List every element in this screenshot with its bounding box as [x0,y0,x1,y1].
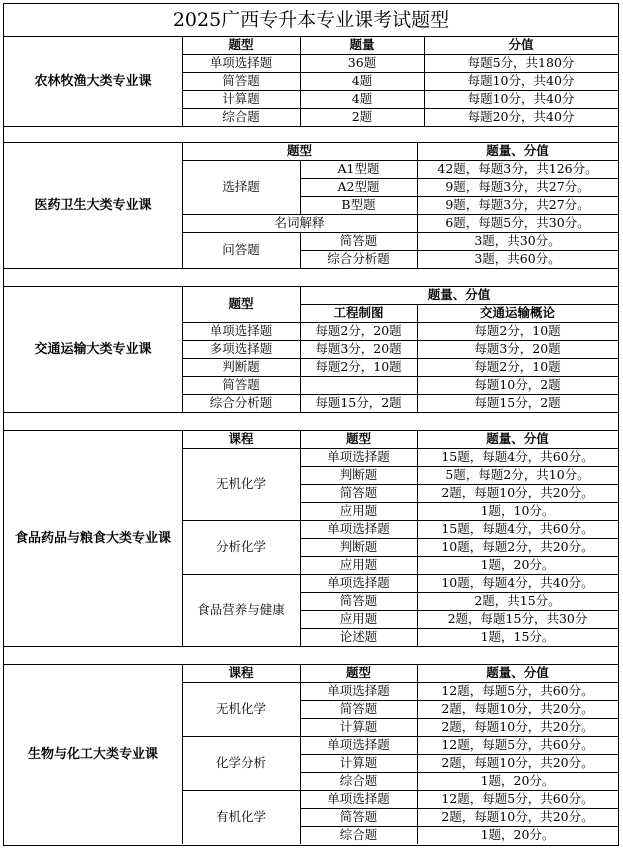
count-cell: 2题 [351,108,373,124]
score-cell: 9题，每题3分，共27分。 [445,196,590,212]
header-cell: 分值 [508,36,534,52]
course-name: 有机化学 [215,808,266,824]
header-cell: 题型 [345,430,371,446]
question-type-cell: 判断题 [339,538,378,554]
score-cell: 2题，共15分。 [474,592,561,608]
header-cell: 题型 [228,36,254,52]
score-cell: 每题10分，共40分 [467,72,575,88]
score-cell: 每题2分，10题 [315,358,402,374]
score-cell: 2题，每题10分，共20分。 [441,484,594,500]
question-type-cell: 应用题 [339,556,378,572]
score-cell: 12题，每题5分，共60分。 [441,736,594,752]
question-type-cell: 单项选择题 [327,574,390,590]
group-label: 问答题 [222,241,260,257]
header-cell: 工程制图 [333,304,384,320]
header-cell: 题量、分值 [486,142,549,158]
score-cell: 每题20分，共40分 [467,108,575,124]
question-type-cell: 名词解释 [274,214,325,230]
score-cell: 1题，20分。 [480,772,555,788]
question-type-cell: 论述题 [339,628,378,644]
course-name: 分析化学 [215,538,266,554]
score-cell: 每题3分，20题 [315,340,402,356]
question-type-cell: A1型题 [337,160,380,176]
header-cell: 题型 [228,295,254,311]
score-cell: 1题，10分。 [480,502,555,518]
header-cell: 题量、分值 [486,664,549,680]
score-cell: 每题15分，2题 [474,394,561,410]
page-title: 2025广西专升本专业课考试题型 [172,8,450,31]
header-cell: 题量、分值 [427,286,491,302]
score-cell: 10题，每题2分，共20分。 [441,538,594,554]
question-type-cell: 综合分析题 [327,250,390,266]
category-label: 医药卫生大类专业课 [34,197,152,213]
exam-type-table [3,3,619,846]
header-cell: 题量、分值 [486,430,549,446]
score-cell: 15题，每题4分，共60分。 [441,448,594,464]
question-type-cell: 单项选择题 [327,448,390,464]
header-cell: 课程 [228,430,254,446]
question-type-cell: 简答题 [339,700,378,716]
question-type-cell: 多项选择题 [209,340,273,356]
question-type-cell: 简答题 [222,72,260,88]
score-cell: 1题，15分。 [480,628,555,644]
grid-line [4,268,618,269]
score-cell: 每题10分，2题 [474,376,561,392]
score-cell: 1题，20分。 [480,826,555,842]
category-label: 交通运输大类专业课 [34,341,152,357]
question-type-cell: 单项选择题 [327,790,390,806]
count-cell: 4题 [351,72,373,88]
course-name: 无机化学 [215,475,266,491]
score-cell: 2题，每题15分，共30分 [447,610,588,626]
category-label: 食品药品与粮食大类专业课 [14,530,171,546]
score-cell: 每题10分，共40分 [467,90,575,106]
score-cell: 2题，每题10分，共20分。 [441,718,594,734]
question-type-cell: 单项选择题 [209,322,273,338]
header-cell: 题量 [349,36,375,52]
score-cell: 每题15分，2题 [315,394,402,410]
grid-line [4,646,618,647]
category-label: 生物与化工大类专业课 [27,746,158,762]
question-type-cell: 简答题 [339,232,378,248]
group-label: 选择题 [222,178,260,194]
score-cell: 10题，每题4分，共40分。 [441,574,594,590]
category-label: 农林牧渔大类专业课 [34,73,152,89]
question-type-cell: 简答题 [222,376,260,392]
score-cell: 15题，每题4分，共60分。 [441,520,594,536]
score-cell [300,376,417,394]
question-type-cell: 综合题 [339,826,378,842]
course-name: 化学分析 [215,754,266,770]
score-cell: 2题，每题10分，共20分。 [441,754,594,770]
grid-line [4,412,618,413]
count-cell: 4题 [351,90,373,106]
question-type-cell: 判断题 [222,358,260,374]
count-cell: 36题 [347,54,377,70]
score-cell: 2题，每题10分，共20分。 [441,808,594,824]
question-type-cell: 应用题 [339,610,378,626]
score-cell: 1题，20分。 [480,556,555,572]
course-name: 无机化学 [215,700,266,716]
question-type-cell: 简答题 [339,592,378,608]
question-type-cell: 单项选择题 [327,520,390,536]
header-cell: 交通运输概论 [479,304,555,320]
question-type-cell: 计算题 [339,718,378,734]
score-cell: 每题2分，10题 [474,322,561,338]
score-cell: 9题，每题3分，共27分。 [445,178,590,194]
course-name: 食品营养与健康 [197,601,285,617]
question-type-cell: 综合题 [339,772,378,788]
question-type-cell: 综合分析题 [209,394,273,410]
score-cell: 每题2分，20题 [315,322,402,338]
question-type-cell: 计算题 [339,754,378,770]
header-cell: 题型 [286,142,312,158]
question-type-cell: 简答题 [339,484,378,500]
grid-line [4,126,618,127]
score-cell: 6题，每题5分，共30分。 [445,214,590,230]
score-cell: 3题，共30分。 [474,232,561,248]
score-cell: 42题，每题3分，共126分。 [437,160,598,176]
question-type-cell: B型题 [341,196,376,212]
question-type-cell: 计算题 [222,90,260,106]
question-type-cell: 单项选择题 [209,54,273,70]
question-type-cell: 应用题 [339,502,378,518]
score-cell: 每题5分，共180分 [467,54,575,70]
header-cell: 题型 [345,664,371,680]
score-cell: 每题2分，10题 [474,358,561,374]
header-cell: 课程 [228,664,254,680]
score-cell: 5题，每题2分，共10分。 [445,466,590,482]
question-type-cell: 单项选择题 [327,682,390,698]
score-cell: 2题，每题10分，共20分。 [441,700,594,716]
question-type-cell: 单项选择题 [327,736,390,752]
question-type-cell: 综合题 [222,108,260,124]
question-type-cell: 简答题 [339,808,378,824]
score-cell: 12题，每题5分，共60分。 [441,790,594,806]
score-cell: 每题3分，20题 [474,340,561,356]
score-cell: 3题，共60分。 [474,250,561,266]
question-type-cell: 判断题 [339,466,378,482]
question-type-cell: A2型题 [337,178,380,194]
score-cell: 12题，每题5分，共60分。 [441,682,594,698]
